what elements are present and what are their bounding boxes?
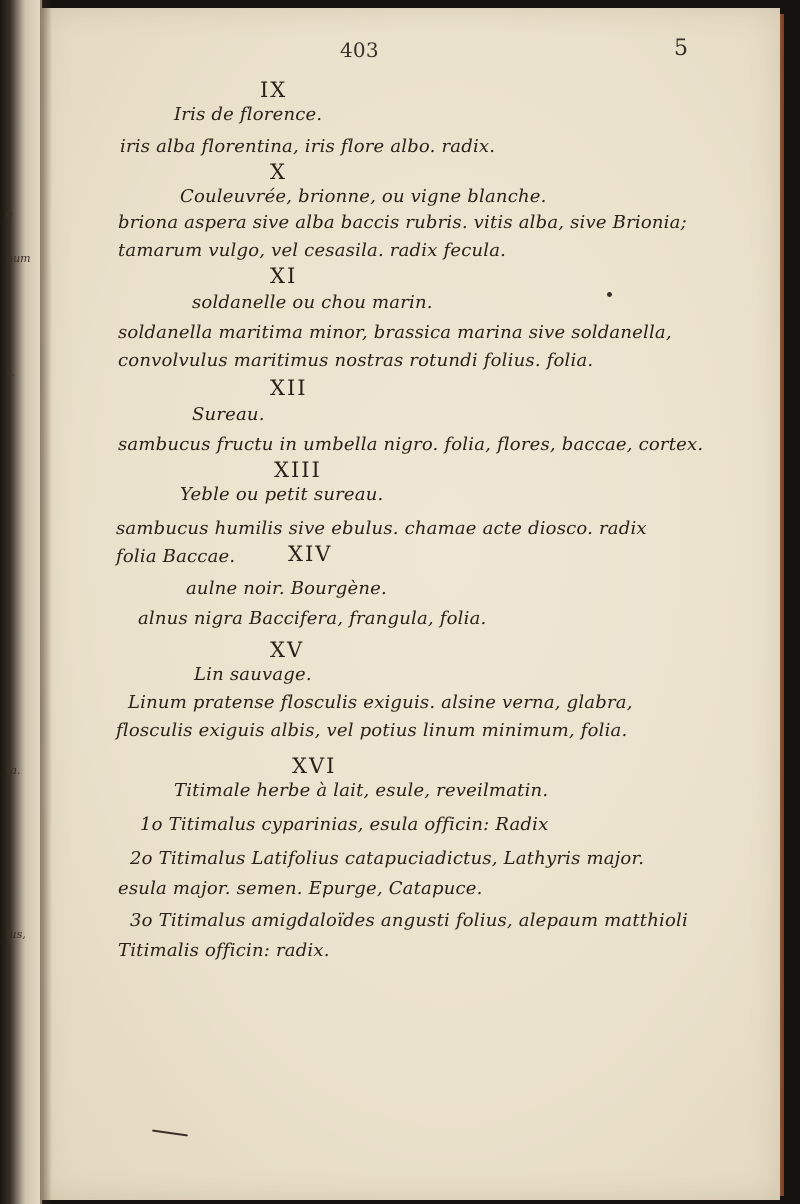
latin-line: soldanella maritima minor, brassica marina sive soldanella, — [118, 322, 672, 343]
section-numeral: XVI — [292, 754, 337, 778]
section-numeral: XIII — [274, 458, 322, 482]
latin-line: convolvulus maritimus nostras rotundi folius. folia. — [118, 350, 594, 371]
book-gutter — [40, 0, 52, 1204]
latin-line: Linum pratense flosculis exiguis. alsine verna, glabra, — [128, 692, 633, 713]
latin-line: 2o Titimalus Latifolius catapuciadictus, Lathyris major. — [130, 848, 645, 869]
french-name: soldanelle ou chou marin. — [192, 292, 433, 313]
latin-line: esula major. semen. Epurge, Catapuce. — [118, 878, 483, 899]
french-name: Sureau. — [192, 404, 265, 425]
folio-number: 5 — [674, 36, 689, 61]
section-numeral: XI — [270, 264, 298, 288]
section-numeral: XV — [270, 638, 305, 662]
latin-line: flosculis exiguis albis, vel potius linum minimum, folia. — [116, 720, 628, 741]
latin-line: sambucus humilis sive ebulus. chamae acte diosco. radix — [116, 518, 647, 539]
page-number: 403 — [340, 38, 379, 62]
section-numeral: IX — [260, 78, 288, 102]
latin-line: tamarum vulgo, vel cesasila. radix fecula. — [118, 240, 507, 261]
facing-page-fragment: num — [6, 252, 31, 265]
facing-page-fragment: lus, — [6, 928, 26, 941]
facing-page-fragment: e — [6, 208, 13, 221]
ink-dot — [607, 292, 612, 297]
facing-page-fragment: s. — [6, 366, 16, 379]
french-name: Couleuvrée, brionne, ou vigne blanche. — [180, 186, 547, 207]
latin-line: iris alba florentina, iris flore albo. radix. — [120, 136, 496, 157]
section-numeral: XIV — [288, 542, 333, 566]
latin-line: alnus nigra Baccifera, frangula, folia. — [138, 608, 487, 629]
french-name: Lin sauvage. — [194, 664, 312, 685]
latin-line: 3o Titimalus amigdaloïdes angusti folius, alepaum matthioli — [130, 910, 688, 931]
latin-line: sambucus fructu in umbella nigro. folia, flores, baccae, cortex. — [118, 434, 704, 455]
manuscript-page — [42, 8, 780, 1200]
french-name: aulne noir. Bourgène. — [186, 578, 387, 599]
section-numeral: XII — [270, 376, 308, 400]
facing-page-edge — [0, 0, 42, 1204]
section-numeral: X — [270, 160, 287, 184]
french-name: Iris de florence. — [174, 104, 323, 125]
latin-line: folia Baccae. — [116, 546, 236, 567]
latin-line: briona aspera sive alba baccis rubris. vitis alba, sive Brionia; — [118, 212, 687, 233]
latin-line: Titimalis officin: radix. — [118, 940, 330, 961]
facing-page-fragment: ta. — [6, 764, 21, 777]
latin-line: 1o Titimalus cyparinias, esula officin: Radix — [140, 814, 549, 835]
french-name: Yeble ou petit sureau. — [180, 484, 384, 505]
french-name: Titimale herbe à lait, esule, reveilmatin. — [174, 780, 549, 801]
